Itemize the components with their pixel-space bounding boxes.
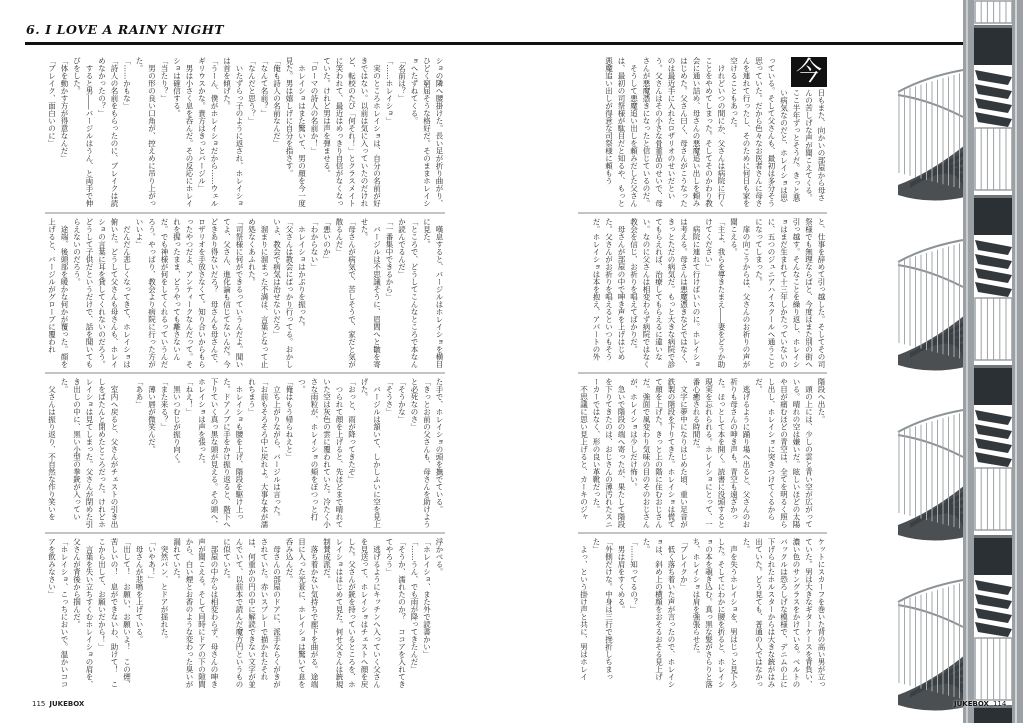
paragraph: 浮かべる。 [435, 538, 444, 576]
paragraph: 「母さんが病気で、苦しそうで、家だと気が散るんだ」 [335, 218, 357, 368]
paragraph: 扉の向こうからは、父さんのお祈りの声が聞こえる。 [729, 218, 751, 368]
paragraph: けれどいつの間にか、父さんは病院に行くことをやめてしまった。そしてそのかわり教会に通い詰め、母さんの悪魔追い出しを頼みはじめた。父さん曰く、母さんがこうなったのは最近手に入れたロザリオのせいだという。父さんはその小さな骨董品のせいで、母さんが悪魔憑きになったと信じているのだ。 [642, 57, 726, 207]
paragraph: 「そうか、濡れたのか？ ココアを入れてきてやろう」 [385, 538, 407, 688]
paragraph: 「ローマの詩人の名前か！」 [310, 57, 319, 155]
paragraph: 「ホレイショ、また外で読書かい」 [422, 538, 432, 658]
pole-highlight [1015, 0, 1017, 723]
left-tier-3 [45, 378, 445, 528]
paragraph: 「名前は？」 [397, 57, 407, 102]
paragraph: 母さんの部屋のドアに、派手ならくがきがされていた。赤いスプレーで描かれたそれは、何重かの円の中に解読できない文字が並んでいて、以前本で読んだ魔方円というものに似ていた。 [222, 538, 282, 688]
paragraph: 「ねえ！」 [185, 378, 194, 416]
header-rule [25, 42, 965, 45]
left-tier-4 [45, 538, 445, 688]
paragraph: と、仕事を辞めて引っ越した。そしてその司祭様でも無理ならばと、今度はまた別の街へ引っ越す。そんなことを繰り返し、ホレイショはまだ生まれて十三年しかたっていないのに、五つのジュニアハイスクールへ通うことになってしまった。 [754, 218, 826, 368]
paragraph: 「ブレイクか」 [679, 538, 689, 591]
paragraph: いたずらっ子のように返され、ホレイショは首を傾げた。 [222, 57, 244, 207]
paragraph-text: 日もまた、向かいの部屋から母さんの苦しげな声が聞こえてくる。ここ半年ずっとそうだ。きっと悪い病気なのだと、ホレイショは思っている。そして父さんも、最初は多分そう思っていた。だから色々なお医者さんに母さんを連れて行ったし、そのために何日も家を空けることもあった。 [729, 57, 826, 207]
drop-cap: 今 [791, 57, 827, 87]
paragraph: 黒いつむじが振り向く。 [172, 378, 182, 468]
center-pole [963, 0, 974, 723]
paragraph: 急いで階段の端へ寄ったが、果たして階段を下りてきたのは、おじさんの薄汚れたスニーカーではなく、形の良い革靴だった。 [592, 378, 626, 528]
paragraph: 「なんて名前？」 [260, 57, 269, 117]
stair-tread [975, 410, 1012, 425]
paragraph: 母さんが部屋の中で呻き声を上げはじめた。父さんがお祈りを唱えるといつもそうだ。ホレイショは本を抱え、アパートの外 [592, 218, 626, 361]
stair-tread [975, 438, 1012, 453]
stair-tread [975, 98, 1012, 113]
paragraph: 男は肩をすくめる。 [617, 538, 626, 613]
right-tier-4 [579, 538, 827, 688]
paragraph: 男は小さく息を呑んだ。その反応にホレイショは確信する。 [172, 57, 194, 207]
paragraph: 「……うん、でも雨が降ってきたんだ」 [410, 538, 419, 673]
paragraph: 「……知ってるの？」 [629, 538, 639, 613]
paragraph: 立ち上がりながら、バージルは言った。 [272, 378, 282, 521]
paragraph: 「いやあ！」 [147, 538, 157, 583]
paragraph: 「また来る？」 [160, 378, 169, 431]
stair-tread [975, 608, 1012, 623]
pole-highlight [966, 0, 968, 723]
paragraph: 「司祭様に何ができるっていうんだよ。聞いてよ、父さん、進化論も信じてないんだ。今どきあり得ないだろ？ 母さんも母さんで、ロザリオを手放さなくて。知り合いからもらったやつだよ、アンティークなんだって。それを握ったまま、どうやっても離さないんだ。でも神様が何をしてくれるっていうんだろう。やっぱり、教会より病院に行った方がいいよ」 [135, 218, 244, 368]
paragraph: よっ、という掛け声と共に、男はホレイ [579, 538, 589, 681]
paragraph: 「一番集中できるから」 [385, 218, 394, 301]
paragraph: 「うーん、僕がホレイショだから……ウェルギリウスかな。貴方はきっとバージル」 [197, 57, 219, 207]
paragraph: 「悪いのか」 [322, 218, 332, 263]
handrail [898, 580, 963, 602]
paragraph: つられて顔を上げると、先ほどまで晴れていた空は灰色の雲に覆われていた。冷たく小さな雨粒が、ホレイショの頬をぽつっと打つ。 [297, 378, 344, 528]
paragraph: 「お前もそろそろ中に戻れよ。大事な本が濡れちまう」 [247, 378, 269, 528]
outer-pole [1012, 0, 1023, 723]
magazine-name: JUKEBOX [954, 700, 989, 708]
paragraph: 「ああ」 [135, 378, 144, 408]
paragraph: 落ち着かない気持ちで廊下を曲がる。途端目に入った光景に、ホレイショは驚いて息を呑み込んだ。 [285, 538, 319, 688]
paragraph: 途端、後頭部を暖かな何かが覆った。顔を上げると、バージルがグローブに覆われ [47, 218, 69, 368]
stair-tread [975, 268, 1012, 283]
paragraph: 実のところホレイショは、自分の名前が好きではない。以前は気に入っていたのだけれど、転校のたび「何それ！」とクラスメイトに笑われて、最近はめっきり自信がなくなっていた。けれど男は声を弾ませる。 [322, 57, 382, 207]
tier-divider [578, 372, 827, 374]
handrail [898, 95, 963, 117]
handrail [898, 70, 963, 92]
paragraph: 「そうかな」 [397, 378, 407, 423]
paragraph: 薄い唇が微笑んだ。 [147, 378, 157, 453]
paragraph: 父さんは振り返り、不自然な作り笑いを [47, 378, 57, 521]
left-page-footer [28, 700, 84, 708]
left-tier-2 [45, 218, 445, 368]
stair-tread [975, 622, 1012, 637]
tier-divider [45, 532, 445, 534]
paragraph: ホレイショはかぶりを振った。 [297, 218, 307, 331]
paragraph: 「俺も詩人の名前なんだ」 [272, 57, 282, 147]
paragraph: 「なんだと思う？」 [247, 57, 257, 125]
tier-divider [45, 372, 445, 374]
paragraph: 溜まりに溜まった不満は、言葉となって止め処なくあふれた。 [247, 218, 269, 368]
paragraph: だんだん悲しくなってきて、ホレイショは俯いた。どうして父さんも母さんも、ホレイショの言葉に耳を貸してくれないのだろう。どうして子供だというだけで、話を聞いてもらえないのだろう。 [72, 218, 132, 368]
paragraph: 「出して！ お願い、お願いよ！ この煙、苦しいの！ 息ができないわ、助けて！ ここから出して、お願いだから！」 [97, 538, 132, 688]
paragraph: 「……ホレイショ」 [385, 57, 394, 125]
paragraph: 男の形の良い口角が、控えめに吊り上がった。 [135, 57, 157, 207]
tier-divider [578, 212, 827, 214]
paragraph: 低く落ち着いた声が言ったので、ホレイショは、斜め上の横顔をおそるおそる見上げた。 [642, 538, 676, 688]
paragraph: 「わからない」 [310, 218, 319, 271]
paragraph: 「ところで、どうしてこんなところで本なんか読んでるんだ」 [397, 218, 419, 368]
paragraph: 「……かもな」 [122, 57, 132, 110]
paragraph: 「父さんは教会にばっかり行ってる。おかしいよ、教会で病気は治せないだろ」 [272, 218, 294, 368]
paragraph: た手で、ホレイショの頭を撫でている。 [435, 378, 444, 513]
paragraph: 逃げるようにキッチンへ入っていく父さんを見送って、ホレイショはチェストへ顔を戻した。父さんが銃を持っているところを、ホレイショははじめて見た。何せ父さんは銃規制賛成派だ。 [322, 538, 382, 688]
paragraph: 母さんが悲鳴を上げている。 [135, 538, 144, 643]
paragraph: そうして悪魔追い出しを頼みだした父さんは、最初の司祭様が駄目だと知るや、もっと悪魔追い出しが得意な司祭様に頼もう [604, 57, 639, 207]
handrail [898, 240, 963, 262]
handrail [898, 265, 963, 287]
paragraph [727, 57, 827, 207]
paragraph: 不思議に思い見上げると、カーキのジャ [579, 378, 589, 521]
left-tier-1 [45, 57, 445, 207]
paragraph: ホレイショはまた驚いて、男の顔を今一度見た。男は嬉しげに自分を指さす。 [285, 57, 307, 207]
page-number: 115 [32, 700, 46, 708]
stair-tread [975, 452, 1012, 467]
paragraph: 文字に夢中になりはじめた頃、重い足音が鉄製の階段を下りてきた。ホレイショは慌てて顔を上げた。きっと上の階に住むおじさんだ。強面で風変わり気味の目のそのおじさんが、ホレイショは少しだけ怖い。 [629, 378, 689, 528]
paragraph: 「そうさ」 [385, 378, 394, 416]
spiral-staircase-photo [890, 0, 1024, 723]
paragraph: 「俺はもう帰らねえと」 [285, 378, 294, 461]
stair-tread [975, 112, 1012, 127]
paragraph: 階段へ出た。 [817, 378, 826, 423]
paragraph: 「詩人の名前をもらったのに、ブレイクは読めなかったの？」 [97, 57, 119, 207]
stair-tread [975, 240, 1012, 255]
handrail [898, 410, 963, 432]
paragraph: すると男――バージルはうん、と両手で伸びをした。 [72, 57, 94, 207]
paragraph: ホレイショも腰を上げ、階段を駆け上った。ドアノブに手をかけ振り返ると、階下へ下りていく真っ黒な頭が見える。その頭へ、ホレイショは声を張った。 [197, 378, 244, 528]
paragraph: ケットにスカーフを巻いた背の高い男が立っていた。男は大きなギターケースを背負い、濃い色のサングラスをかけている。ベルトのバックルは恐ろしげな模様で、デニムの上に下げられたホルスターからは大きな銃がはみ出ていた。どう見ても、普通の人ではなかった。 [742, 538, 826, 688]
paragraph: 頭の上には、少しの雲と青い空が広がっている。晴れの空は嫌いだ。眩しいほどの太陽や目が痛むほどの青空は、全てを明るく照らし出し、ホレイショに突きつけてくるからだ。 [754, 378, 814, 528]
paragraph: 突然バン、とドアが揺れた。 [160, 538, 169, 643]
magazine-name: JUKEBOX [49, 700, 85, 708]
paragraph: 「主よ、我らを導きたまえ――妻をどうか助けてください」 [704, 218, 726, 368]
paragraph: 「体を動かす方が得意なんだ」 [60, 57, 69, 162]
paragraph: 声を失うホレイショを、男はじっと見下ろした。そしてにわかに腰を折ると、ホレイショの本を覗き込む。真っ黒な髪がさらりと落ち、ホレイショは肩を強張らせた。 [692, 538, 739, 688]
right-page-footer [954, 700, 1010, 708]
page-number: 114 [992, 700, 1007, 708]
stair-tread [975, 84, 1012, 99]
tier-divider [578, 532, 827, 534]
paragraph: 「当たり？」 [160, 57, 169, 102]
paragraph: 「外側だけな。中身は三行で挫折しちまった」 [592, 538, 614, 681]
paragraph: ショの隣へ腰掛けた。長い足が折り曲がり、ひどく窮屈そうな格好だ。そのままホレイショへたずねてくる。 [410, 57, 444, 207]
paragraph: 言葉を失い立ちすくむホレイショの肩を、父さんが背後から掴んだ。 [72, 538, 94, 688]
handrail [898, 605, 963, 627]
paragraph: 「ブレイク、面白いのに」 [47, 57, 57, 147]
paragraph: バージルは不思議そうに、眉間へと皺を寄せた。 [360, 218, 382, 368]
stair-tread [975, 70, 1012, 85]
stair-tread [975, 594, 1012, 609]
right-tier-3 [579, 378, 827, 528]
paragraph: 病院に連れて行けばいいのに。ホレイショは考える。母さんは悪魔憑きなどではなく、きっとただの病気だ。もっと大きな病院で診てもらえれば、治療してもらえるに違いない。なのに父さんは相変わらず病院ではなく教会を信じ、お祈りを唱えてばかりだ。 [629, 218, 701, 368]
paragraph: 室内へ戻ると、父さんがチェストの引き出しをばたんと閉めたところだった。けれどホレイショは見てしまった。父さんが閉めた引き出しの中に、黒い小型の拳銃が入っていた。 [60, 378, 119, 528]
paragraph: 部屋の中からは相変わらず、母さんの呻き声が聞こえる。そして同時にドアの下の隙間から、白い煙とお香のような変わった臭いが漏れていた。 [172, 538, 219, 688]
stair-tread [975, 580, 1012, 595]
right-tier-2 [583, 218, 827, 368]
stair-tread [975, 254, 1012, 269]
handrail [898, 435, 963, 457]
paragraph: 「ホレイショ、こっちにおいで。温かいココアを飲みなさい」 [47, 538, 69, 688]
paragraph [120, 378, 133, 528]
stair-tread [975, 282, 1012, 297]
right-tier-1 [583, 57, 827, 207]
stair-tread [975, 424, 1012, 439]
paragraph: 逃げるように踊り場へ出ると、父さんのお祈りも母さんの呻き声も、青空も遠ざかった。ほっとして本を開く。読書に没頭すると現実を忘れられる。ホレイショにとって、一番心癒される時間だ。 [692, 378, 751, 528]
paragraph: 「おっと、雨が降ってきたぞ」 [347, 378, 357, 483]
paragraph: 「きっとお前の父さんも、母さんを助けようと必死なのさ」 [410, 378, 432, 528]
tier-divider [45, 212, 445, 214]
paragraph: バージルは頷いて、しかしふいに空を見上げた。 [360, 378, 382, 528]
article-title: 6. I LOVE A RAINY NIGHT [26, 22, 225, 37]
paragraph: 嘆息すると、バージルはホレイショを横目に見た。 [422, 218, 444, 368]
